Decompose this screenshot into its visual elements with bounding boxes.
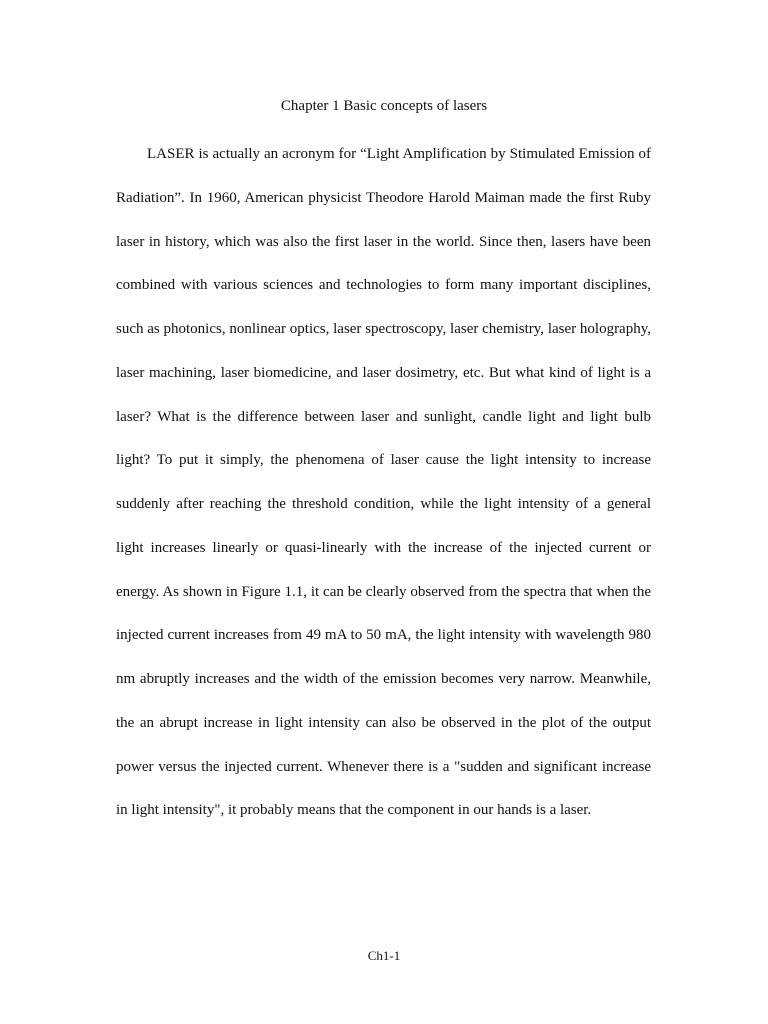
page-number: Ch1-1 (367, 948, 401, 963)
chapter-title: Chapter 1 Basic concepts of lasers (280, 98, 488, 114)
body-paragraph: LASER is actually an acronym for “Light Amplification by Stimulated Emission of Radiation”. In 1960, American physicist Theodore Harold Maiman made the first Ruby laser in history, which was also the first laser in the world. Since then, lasers have been combined with various sciences and technologies to form many important disciplines, such as photonics, nonlinear optics, laser spectroscopy, laser chemistry, laser holography, laser machining, laser biomedicine, and laser dosimetry, etc. But what kind of light is a laser? What is the difference between laser and sunlight, candle light and light bulb light? To put it simply, the phenomena of laser cause the light intensity to increase suddenly after reaching the threshold condition, while the light intensity of a general light increases linearly or quasi-linearly with the increase of the injected current or energy. As shown in Figure 1.1, it can be clearly observed from the spectra that when the injected current increases from 49 mA to 50 mA, the light intensity with wavelength 980 nm abruptly increases and the width of the emission becomes very narrow. Meanwhile, the an abrupt increase in light intensity can also be observed in the plot of the output power versus the injected current. Whenever there is a "sudden and significant increase in light intensity", it probably means that the component in our hands is a laser. (116, 146, 651, 819)
